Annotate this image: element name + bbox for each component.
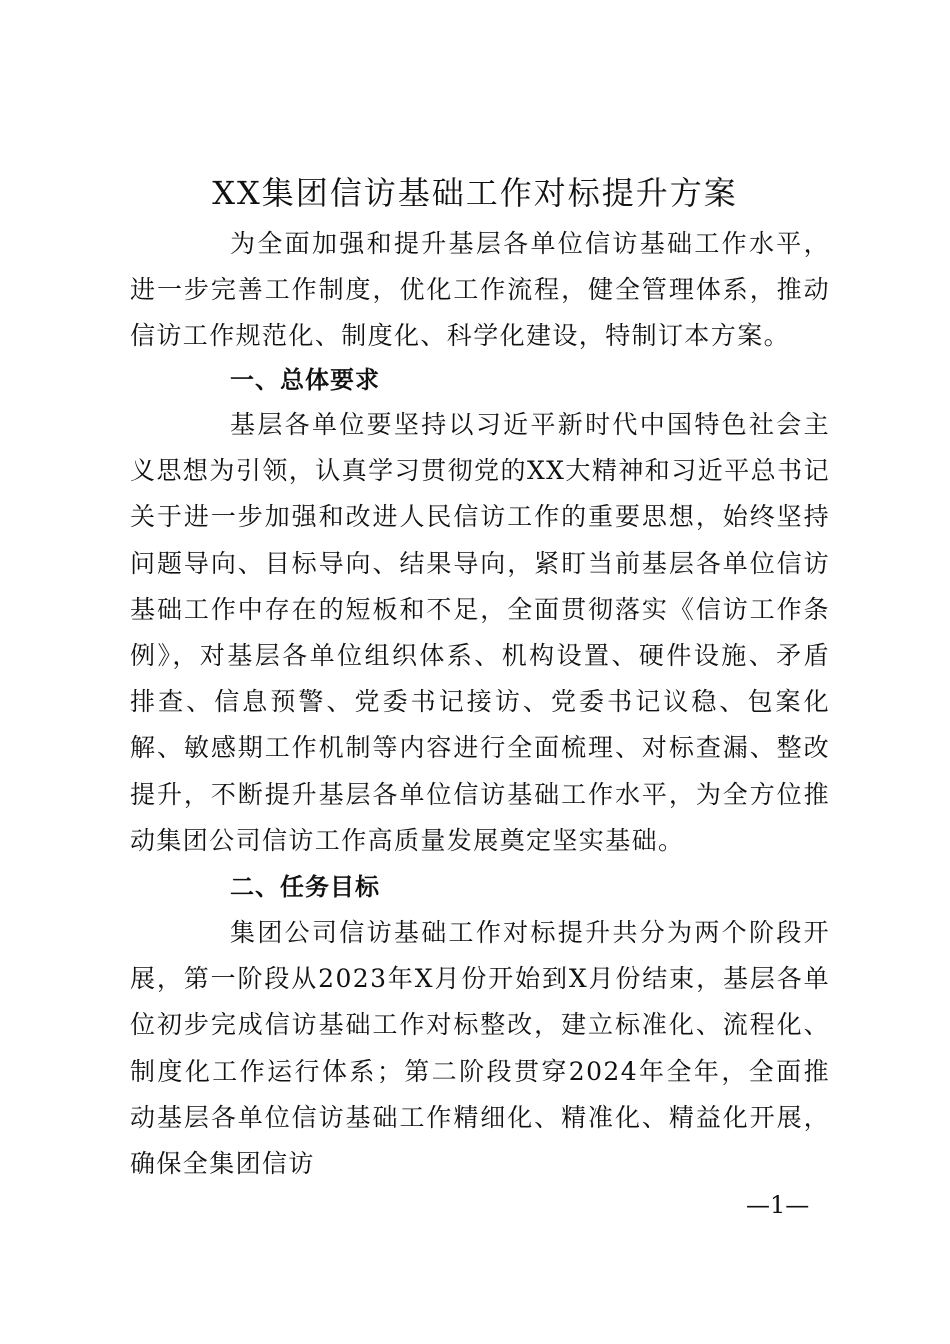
document-title: XX集团信访基础工作对标提升方案 xyxy=(212,174,738,212)
section-body-task-goals: 集团公司信访基础工作对标提升共分为两个阶段开展，第一阶段从2023年X月份开始到X月份结束，基层各单位初步完成信访基础工作对标整改，建立标准化、流程化、制度化工作运行体系；第二阶段贯穿2024年全年，全面推动基层各单位信访基础工作精细化、精准化、精益化开展，确保全集团信访 xyxy=(130,918,830,1179)
intro-paragraph: 为全面加强和提升基层各单位信访基础工作水平，进一步完善工作制度，优化工作流程，健全管理体系，推动信访工作规范化、制度化、科学化建设，特制订本方案。 xyxy=(130,229,830,351)
page-number: —1— xyxy=(746,1191,810,1219)
section-body-general-requirements: 基层各单位要坚持以习近平新时代中国特色社会主义思想为引领，认真学习贯彻党的XX大精神和习近平总书记关于进一步加强和改进人民信访工作的重要思想，始终坚持问题导向、目标导向、结果导向，紧盯当前基层各单位信访基础工作中存在的短板和不足，全面贯彻落实《信访工作条例》，对基层各单位组织体系、机构设置、硬件设施、矛盾排查、信息预警、党委书记接访、党委书记议稳、包案化解、敏感期工作机制等内容进行全面梳理、对标查漏、整改提升，不断提升基层各单位信访基础工作水平，为全方位推动集团公司信访工作高质量发展奠定坚实基础。 xyxy=(130,410,830,855)
section-heading-task-goals: 二、任务目标 xyxy=(230,873,380,901)
section-heading-general-requirements: 一、总体要求 xyxy=(230,366,380,394)
